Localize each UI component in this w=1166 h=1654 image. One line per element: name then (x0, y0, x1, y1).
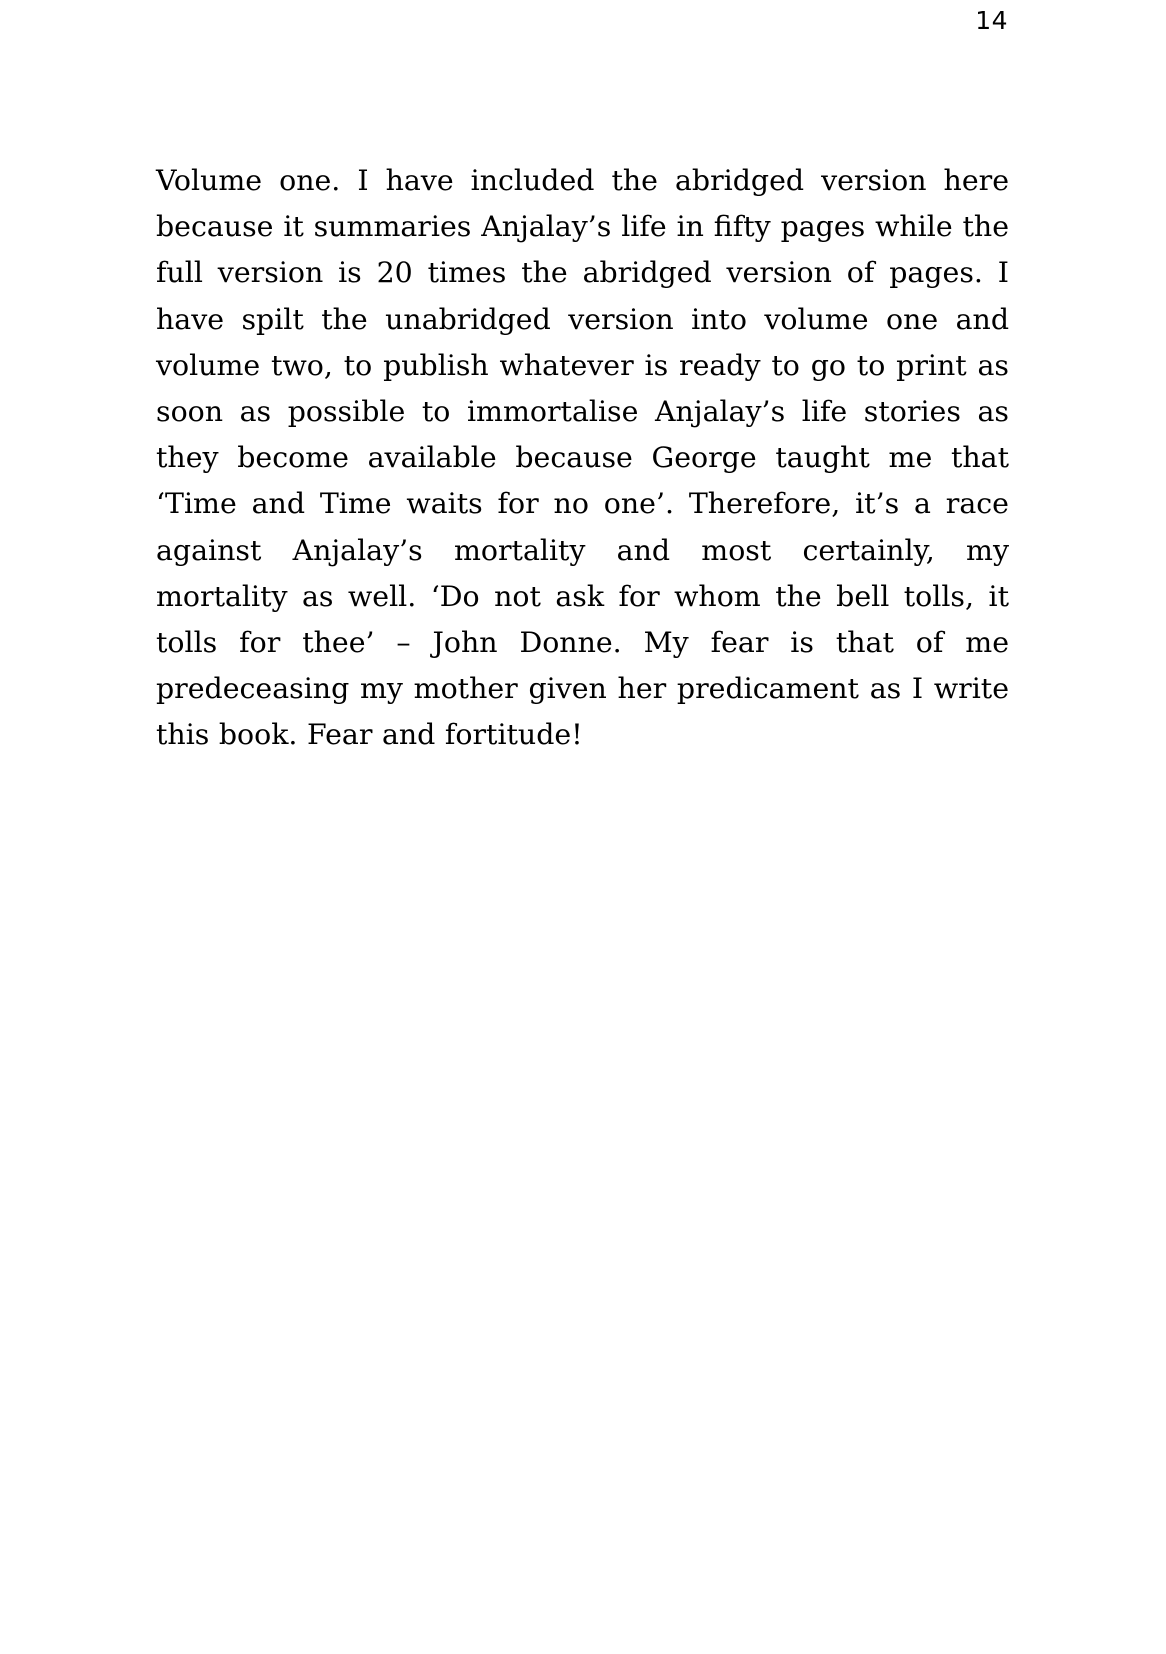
page-number: 14 (975, 6, 1008, 35)
body-paragraph: Volume one. I have included the abridged version here because it summaries Anjalay’s life in fifty pages while the full version is 20 times the abridged version of pages. I have spilt the unabridged version into volume one and volume two, to publish whatever is ready to go to print as soon as possible to immortalise Anjalay’s life stories as they become available because George taught me that ‘Time and Time waits for no one’. Therefore, it’s a race against Anjalay’s mortality and most certainly, my mortality as well. ‘Do not ask for whom the bell tolls, it tolls for thee’ – John Donne. My fear is that of me predeceasing my mother given her predicament as I write this book. Fear and fortitude! (156, 164, 1009, 752)
